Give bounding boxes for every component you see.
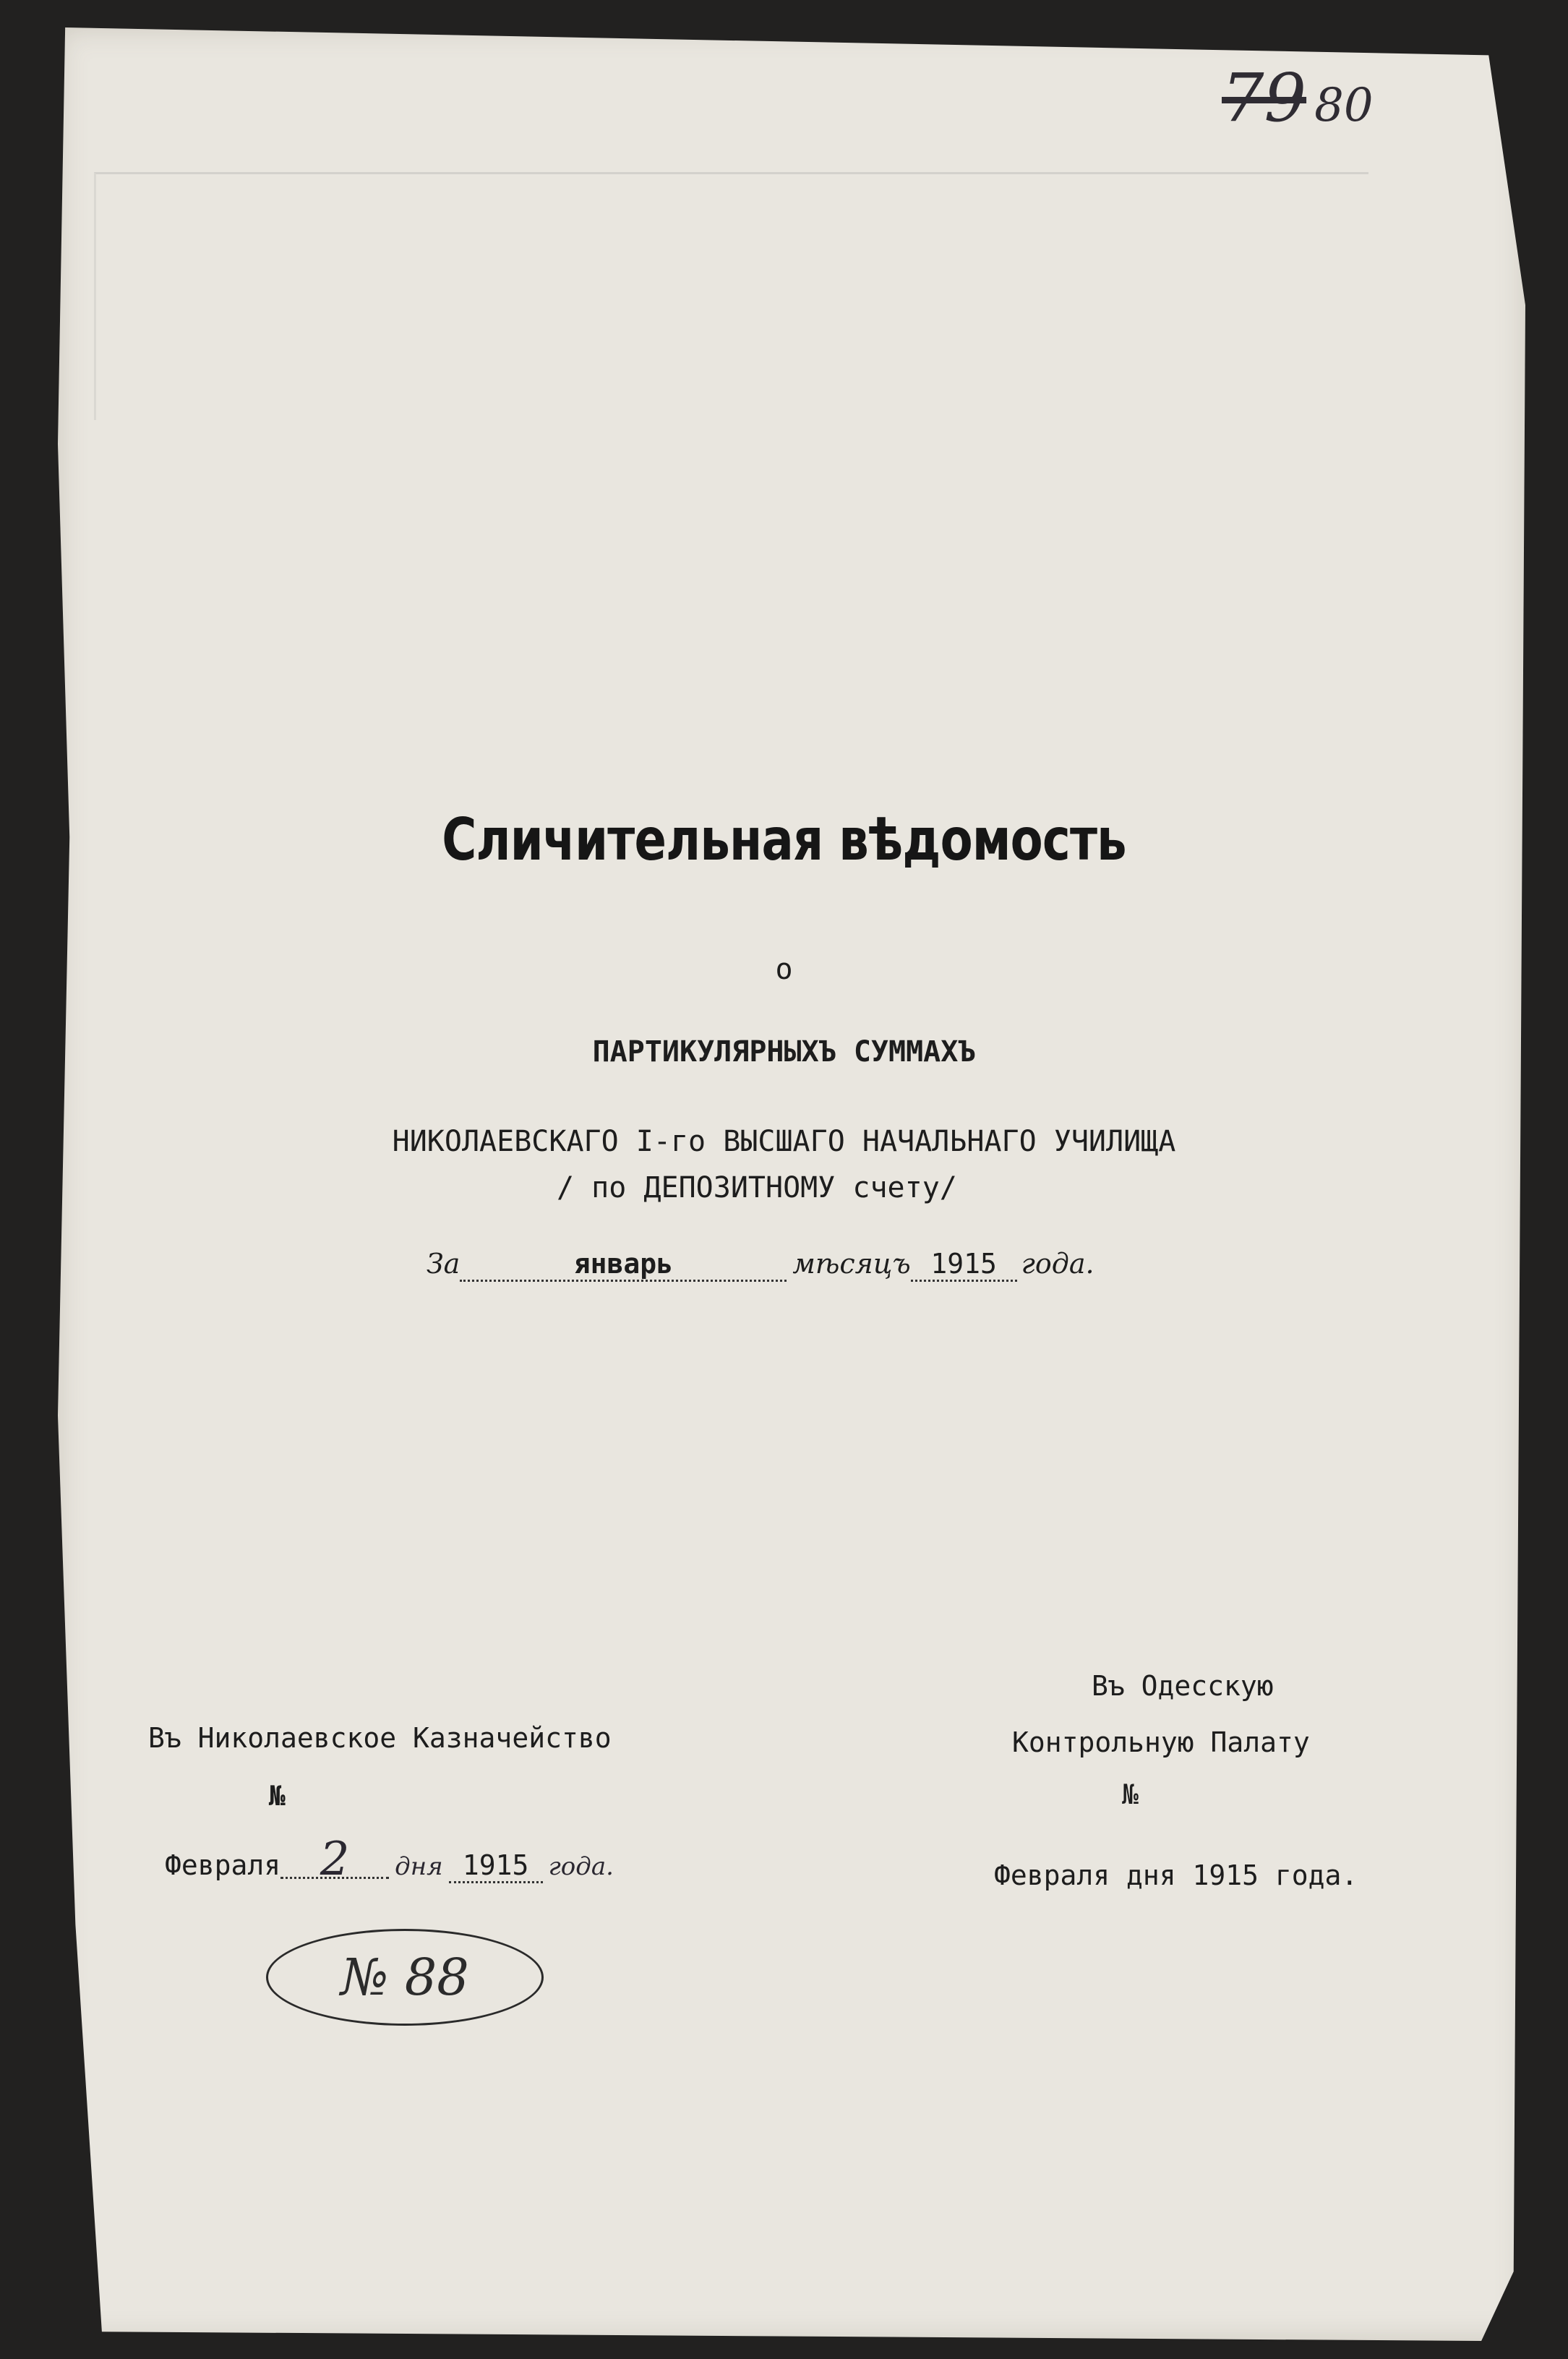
period-month-word: мѣсяцъ — [792, 1248, 911, 1280]
preposition-o: о — [775, 953, 793, 986]
left-date-suffix: года. — [548, 1852, 614, 1881]
school-name: НИКОЛАЕВСКАГО І-го ВЫСШАГО НАЧАЛЬНАГО УЧИЛИЩА — [392, 1125, 1176, 1158]
bleed-through-table — [94, 172, 1368, 420]
folio-new: 80 — [1314, 79, 1374, 132]
folio-old: 79 — [1222, 59, 1307, 137]
document-title: Сличительная вѣдомость — [442, 806, 1126, 873]
period-suffix: года. — [1021, 1248, 1094, 1280]
right-number-sign: № — [1122, 1778, 1139, 1810]
left-date-year: 1915 — [449, 1849, 543, 1883]
registration-stamp — [266, 1929, 544, 2026]
account-type: / по ДЕПОЗИТНОМУ счету/ — [557, 1171, 957, 1204]
stamp-number: № 88 — [340, 1948, 469, 2007]
left-number-sign: № — [269, 1780, 286, 1812]
period-line — [427, 1248, 1094, 1282]
left-date-day: 2 — [280, 1842, 389, 1879]
folio-numbers — [1222, 59, 1374, 137]
period-prefix: За — [427, 1248, 460, 1280]
left-date — [165, 1833, 614, 1886]
right-addressee-line1: Въ Одесскую — [1092, 1670, 1274, 1702]
period-year: 1915 — [911, 1248, 1017, 1282]
right-date: Февраля дня 1915 года. — [994, 1859, 1358, 1891]
right-addressee-line2: Контрольную Палату — [1012, 1726, 1310, 1758]
subtitle: ПАРТИКУЛЯРНЫХЪ СУММАХЪ — [592, 1035, 976, 1069]
left-addressee: Въ Николаевское Казначейство — [148, 1722, 612, 1754]
period-month: январь — [460, 1248, 787, 1282]
left-date-word: дня — [395, 1852, 443, 1881]
left-date-month: Февраля — [165, 1849, 281, 1881]
